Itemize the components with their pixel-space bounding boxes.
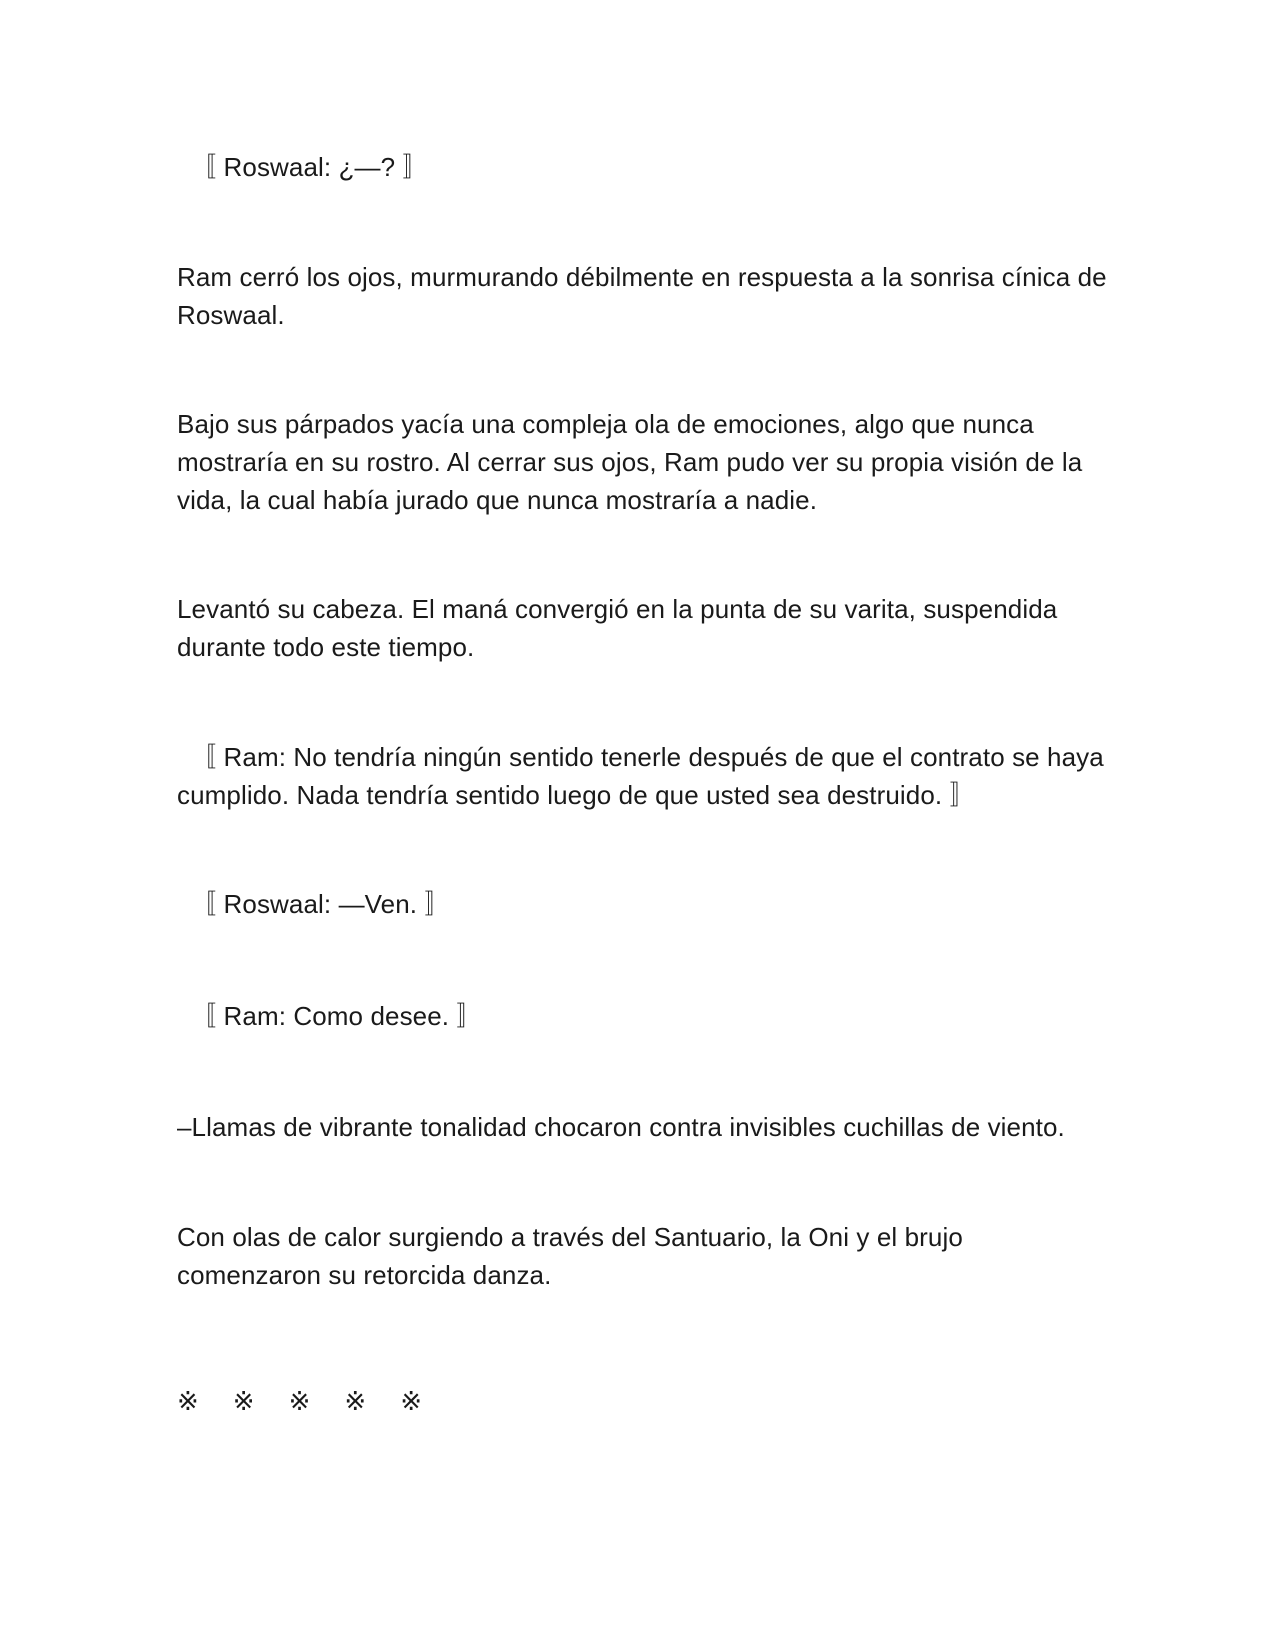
scene-break-mark: ※: [400, 1387, 422, 1417]
scene-break-mark: ※: [177, 1387, 199, 1417]
narration-ram-closes-eyes: Ram cerró los ojos, murmurando débilmente en respuesta a la sonrisa cínica de Roswaal.: [177, 262, 1107, 330]
narration-twisted-dance: Con olas de calor surgiendo a través del Santuario, la Oni y el brujo comenzaron su retorcida danza.: [177, 1222, 963, 1290]
scene-break-mark: ※: [288, 1387, 311, 1417]
dialogue-ram-as-you-wish: 〚 Ram: Como desee. 〛: [177, 1001, 483, 1031]
narration-ram-emotions: Bajo sus párpados yacía una compleja ola de emociones, algo que nunca mostraría en su rostro. Al cerrar sus ojos, Ram pudo ver su propia visión de la vida, la cual había jurado que nunca mostraría a nadie.: [177, 409, 1083, 515]
narration-flames-clash: –Llamas de vibrante tonalidad chocaron contra invisibles cuchillas de viento.: [177, 1112, 1065, 1142]
narration-mana-converges: Levantó su cabeza. El maná convergió en la punta de su varita, suspendida durante todo este tiempo.: [177, 594, 1058, 662]
scene-break-mark: ※: [344, 1387, 367, 1417]
scene-break: [177, 1385, 422, 1419]
dialogue-roswaal-come: 〚 Roswaal: —Ven. 〛: [177, 889, 451, 919]
scene-break-mark: ※: [232, 1387, 255, 1417]
dialogue-ram-contract: 〚 Ram: No tendría ningún sentido tenerle después de que el contrato se haya cumplido. Nada tendría sentido luego de que usted sea destruido. 〛: [177, 742, 1104, 810]
dialogue-roswaal-question: 〚 Roswaal: ¿—? 〛: [177, 152, 429, 182]
